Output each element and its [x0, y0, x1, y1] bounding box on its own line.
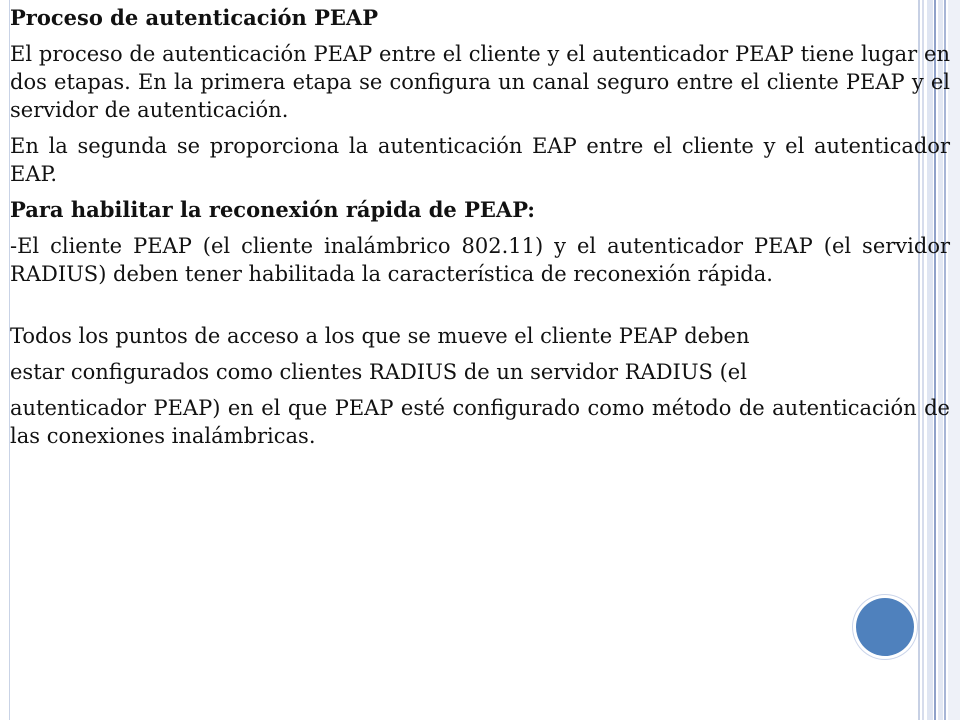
slide-title: Proceso de autenticación PEAP	[10, 5, 379, 30]
bullet-paragraph: -El cliente PEAP (el cliente inalámbrico 802.11) y el autenticador PEAP (el servidor RADIUS) deben tener habilitada la característica de reconexión rápida.	[10, 234, 950, 286]
subheading: Para habilitar la reconexión rápida de PEAP:	[10, 197, 535, 222]
final-line: Todos los puntos de acceso a los que se mueve el cliente PEAP deben	[10, 324, 750, 348]
final-paragraph	[10, 322, 950, 450]
final-line: autenticador PEAP) en el que PEAP esté configurado como método de autenticación de las conexiones inalámbricas.	[10, 396, 950, 448]
second-paragraph: En la segunda se proporciona la autenticación EAP entre el cliente y el autenticador EAP.	[10, 134, 950, 186]
spacer	[10, 288, 950, 322]
blue-circle-decoration-icon	[856, 598, 914, 656]
slide-content	[10, 4, 950, 450]
intro-paragraph: El proceso de autenticación PEAP entre el cliente y el autenticador PEAP tiene lugar en dos etapas. En la primera etapa se configura un canal seguro entre el cliente PEAP y el servidor de autenticación.	[10, 42, 950, 122]
final-line: estar configurados como clientes RADIUS de un servidor RADIUS (el	[10, 360, 747, 384]
